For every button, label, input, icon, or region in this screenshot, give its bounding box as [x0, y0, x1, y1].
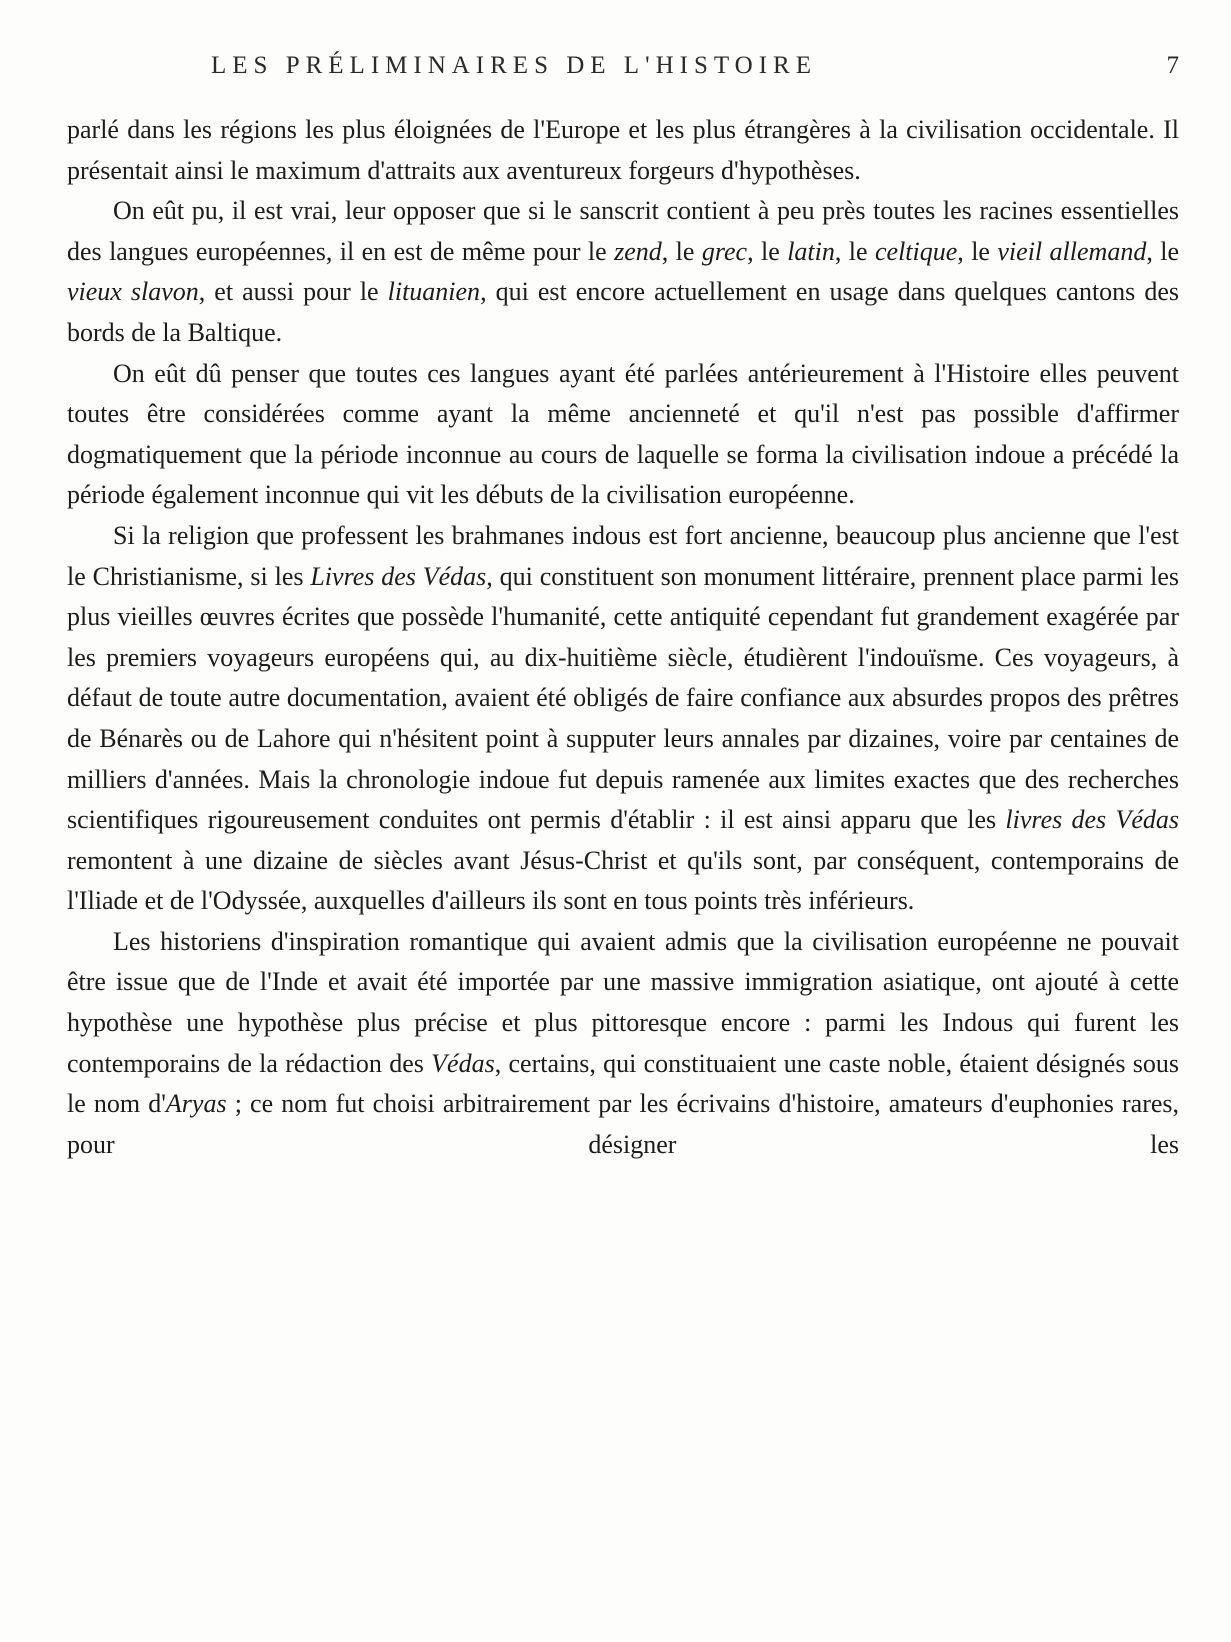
italic-term: latin: [787, 236, 835, 266]
paragraph-p5: [67, 922, 1179, 1166]
running-header: [67, 52, 1179, 104]
text-segment: , le: [747, 236, 788, 266]
italic-term: livres des Védas: [1005, 805, 1179, 835]
text-segment: , qui constituent son monument littéraire, prennent place parmi les plus vieilles œuvres écrites que possède l'humanité, cette antiquité cependant fut grandement exagérée par les premiers voyageurs européens qui, au dix-huitième siècle, étudièrent l'indouïsme. Ces voyageurs, à défaut de toute autre documentation, avaient été obligés de faire confiance aux absurdes propos des prêtres de Bénarès ou de Lahore qui n'hésitent point à supputer leurs annales par dizaines, voire par centaines de milliers d'années. Mais la chronologie indoue fut depuis ramenée aux limites exactes que des recherches scientifiques rigoureusement conduites ont permis d'établir : il est ainsi apparu que les: [67, 561, 1180, 835]
page-number: 7: [1166, 52, 1179, 79]
italic-term: vieux slavon: [67, 277, 199, 307]
italic-term: Livres des Védas: [310, 561, 487, 591]
text-segment: , qui est encore actuellement en usage dans quelques cantons des bords de la Baltique.: [67, 277, 1179, 347]
italic-term: Védas: [431, 1048, 495, 1078]
italic-term: zend: [614, 236, 662, 266]
text-segment: Si la religion que professent les brahmanes indous est fort ancienne, beaucoup plus ancienne que l'est le Christianisme, si les: [67, 520, 1179, 591]
text-segment: remontent à une dizaine de siècles avant Jésus-Christ et qu'ils sont, par conséquent, contemporains de l'Iliade et de l'Odyssée, auxquelles d'ailleurs ils sont en tous points très inférieurs.: [67, 845, 1179, 916]
text-segment: , le: [1146, 236, 1180, 266]
italic-term: celtique: [874, 236, 958, 266]
text-segment: ; ce nom fut choisi arbitrairement par les écrivains d'histoire, amateurs d'euphonies rares, pour désigner les: [67, 1089, 1180, 1159]
text-segment: , le: [661, 236, 702, 266]
italic-term: lituanien: [387, 277, 481, 307]
italic-term: Aryas: [165, 1089, 227, 1119]
book-page: [67, 0, 1179, 1165]
text-segment: , le: [834, 236, 875, 266]
text-segment: , et aussi pour le: [198, 277, 388, 307]
italic-term: vieil allemand: [997, 236, 1147, 266]
body-text: [67, 110, 1179, 1165]
paragraph-p3: [67, 354, 1179, 516]
italic-term: grec: [701, 236, 748, 266]
text-segment: Les historiens d'inspiration romantique qui avaient admis que la civilisation européenne ne pouvait être issue que de l'Inde et avait été importée par une massive immigration asiatique, ont ajouté à cette hypothèse une hypothèse plus précise et plus pittoresque encore : parmi les Indous qui furent les contemporains de la rédaction des: [67, 926, 1179, 1078]
paragraph-p4: [67, 516, 1179, 922]
paragraph-p1: [67, 110, 1179, 191]
text-segment: On eût dû penser que toutes ces langues ayant été parlées antérieurement à l'Histoire elles peuvent toutes être considérées comme ayant la même ancienneté et qu'il n'est pas possible d'affirmer dogmatiquement que la période inconnue au cours de laquelle se forma la civilisation indoue a précédé la période également inconnue qui vit les débuts de la civilisation européenne.: [67, 358, 1179, 510]
paragraph-p2: [67, 191, 1179, 353]
text-segment: , certains, qui constituaient une caste noble, étaient désignés sous le nom d': [67, 1048, 1179, 1119]
text-segment: , le: [957, 236, 998, 266]
text-segment: parlé dans les régions les plus éloignées de l'Europe et les plus étrangères à la civilisation occidentale. Il présentait ainsi le maximum d'attraits aux aventureux forgeurs d'hypothèses.: [67, 115, 1179, 185]
text-segment: On eût pu, il est vrai, leur opposer que si le sanscrit contient à peu près toutes les racines essentielles des langues européennes, il en est de même pour le: [67, 196, 1179, 266]
running-title: LES PRÉLIMINAIRES DE L'HISTOIRE: [211, 52, 818, 79]
